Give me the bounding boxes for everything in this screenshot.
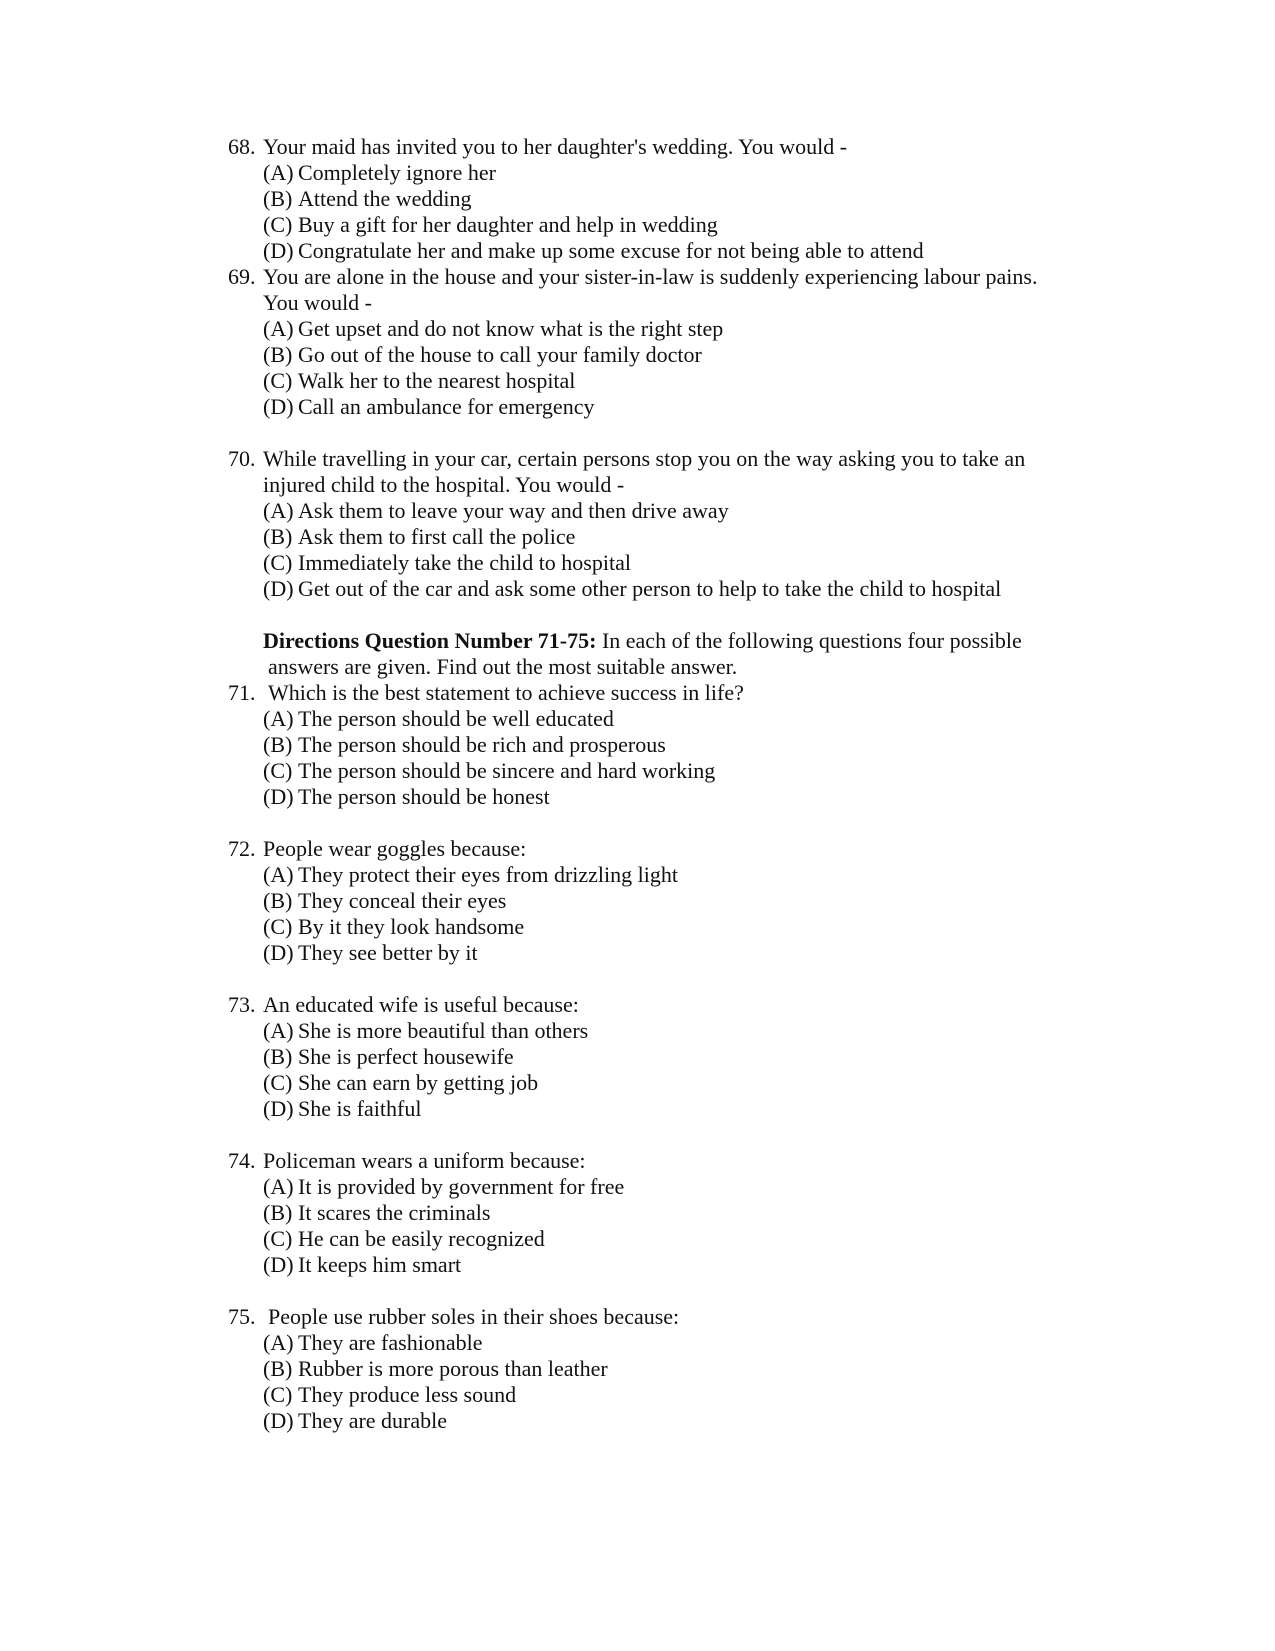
option-text: It keeps him smart bbox=[298, 1252, 462, 1277]
option-text: Get upset and do not know what is the right step bbox=[298, 316, 724, 341]
option-label: (C) bbox=[263, 1226, 293, 1251]
question-number: 71. bbox=[228, 680, 256, 705]
option-text: Go out of the house to call your family doctor bbox=[298, 342, 702, 367]
option-label: (A) bbox=[263, 862, 294, 887]
option-label: (B) bbox=[263, 342, 293, 367]
option-text: She can earn by getting job bbox=[298, 1070, 539, 1095]
question-number: 70. bbox=[228, 446, 256, 471]
question-stem-continued: injured child to the hospital. You would - bbox=[263, 472, 625, 497]
option-text: They protect their eyes from drizzling light bbox=[298, 862, 678, 887]
option-label: (D) bbox=[263, 238, 294, 263]
option-text: Walk her to the nearest hospital bbox=[298, 368, 576, 393]
option-text: She is perfect housewife bbox=[298, 1044, 514, 1069]
question-stem: People wear goggles because: bbox=[263, 836, 527, 861]
option-label: (D) bbox=[263, 1252, 294, 1277]
option-label: (C) bbox=[263, 1070, 293, 1095]
option-label: (A) bbox=[263, 160, 294, 185]
question-number: 68. bbox=[228, 134, 256, 159]
option-text: She is faithful bbox=[298, 1096, 422, 1121]
option-label: (A) bbox=[263, 1174, 294, 1199]
option-label: (B) bbox=[263, 1356, 293, 1381]
option-label: (B) bbox=[263, 524, 293, 549]
option-text: They are fashionable bbox=[298, 1330, 483, 1355]
question-stem: Policeman wears a uniform because: bbox=[263, 1148, 586, 1173]
option-text: By it they look handsome bbox=[298, 914, 525, 939]
directions-text: In each of the following questions four possible bbox=[596, 628, 1022, 653]
question-stem: You are alone in the house and your sister-in-law is suddenly experiencing labour pains. bbox=[263, 264, 1038, 289]
option-text: Buy a gift for her daughter and help in wedding bbox=[298, 212, 718, 237]
option-label: (C) bbox=[263, 212, 293, 237]
option-label: (A) bbox=[263, 498, 294, 523]
option-text: They are durable bbox=[298, 1408, 448, 1433]
option-label: (A) bbox=[263, 1330, 294, 1355]
option-text: It scares the criminals bbox=[298, 1200, 491, 1225]
option-text: He can be easily recognized bbox=[298, 1226, 545, 1251]
option-label: (D) bbox=[263, 1408, 294, 1433]
question-stem: People use rubber soles in their shoes because: bbox=[268, 1304, 680, 1329]
question-number: 75. bbox=[228, 1304, 256, 1329]
question-stem: Your maid has invited you to her daughter's wedding. You would - bbox=[263, 134, 848, 159]
option-label: (C) bbox=[263, 550, 293, 575]
directions-line-1 bbox=[263, 628, 1022, 654]
option-label: (B) bbox=[263, 1200, 293, 1225]
question-number: 69. bbox=[228, 264, 256, 289]
option-text: Ask them to first call the police bbox=[298, 524, 576, 549]
option-text: Call an ambulance for emergency bbox=[298, 394, 595, 419]
option-text: Immediately take the child to hospital bbox=[298, 550, 631, 575]
option-label: (C) bbox=[263, 368, 293, 393]
option-text: The person should be honest bbox=[298, 784, 550, 809]
option-label: (D) bbox=[263, 394, 294, 419]
option-text: Rubber is more porous than leather bbox=[298, 1356, 608, 1381]
directions-heading: Directions Question Number 71-75: bbox=[263, 628, 597, 653]
option-label: (D) bbox=[263, 576, 294, 601]
option-text: Get out of the car and ask some other person to help to take the child to hospital bbox=[298, 576, 1002, 601]
option-text: She is more beautiful than others bbox=[298, 1018, 589, 1043]
option-label: (C) bbox=[263, 1382, 293, 1407]
option-label: (B) bbox=[263, 1044, 293, 1069]
option-label: (A) bbox=[263, 706, 294, 731]
option-text: Completely ignore her bbox=[298, 160, 496, 185]
option-label: (D) bbox=[263, 784, 294, 809]
option-label: (D) bbox=[263, 940, 294, 965]
option-text: They see better by it bbox=[298, 940, 478, 965]
option-text: Ask them to leave your way and then drive away bbox=[298, 498, 729, 523]
question-stem: While travelling in your car, certain persons stop you on the way asking you to take an bbox=[263, 446, 1026, 471]
question-number: 72. bbox=[228, 836, 256, 861]
option-label: (C) bbox=[263, 758, 293, 783]
question-stem-continued: You would - bbox=[263, 290, 373, 315]
option-text: It is provided by government for free bbox=[298, 1174, 625, 1199]
option-text: The person should be well educated bbox=[298, 706, 614, 731]
option-label: (B) bbox=[263, 186, 293, 211]
option-label: (A) bbox=[263, 1018, 294, 1043]
option-label: (D) bbox=[263, 1096, 294, 1121]
question-number: 73. bbox=[228, 992, 256, 1017]
option-label: (A) bbox=[263, 316, 294, 341]
option-text: Congratulate her and make up some excuse for not being able to attend bbox=[298, 238, 924, 263]
question-stem: Which is the best statement to achieve success in life? bbox=[268, 680, 744, 705]
option-text: The person should be sincere and hard working bbox=[298, 758, 716, 783]
option-text: The person should be rich and prosperous bbox=[298, 732, 666, 757]
option-text: They produce less sound bbox=[298, 1382, 517, 1407]
option-label: (B) bbox=[263, 732, 293, 757]
option-label: (B) bbox=[263, 888, 293, 913]
question-stem: An educated wife is useful because: bbox=[263, 992, 579, 1017]
directions-line-2: answers are given. Find out the most suitable answer. bbox=[268, 654, 738, 679]
option-label: (C) bbox=[263, 914, 293, 939]
option-text: They conceal their eyes bbox=[298, 888, 507, 913]
question-number: 74. bbox=[228, 1148, 256, 1173]
option-text: Attend the wedding bbox=[298, 186, 472, 211]
